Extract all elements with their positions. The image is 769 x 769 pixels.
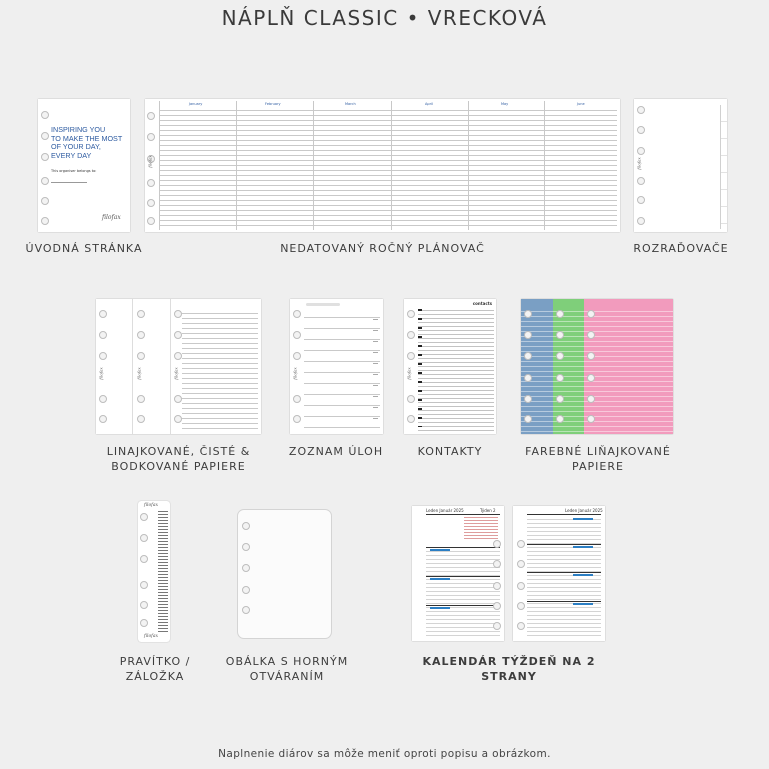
- punch-hole: [587, 374, 595, 382]
- contact-markers: [418, 309, 422, 427]
- mini-calendar: [464, 517, 498, 541]
- intro-slogan: INSPIRING YOU TO MAKE THE MOST OF YOUR DAY, EVERY DAY: [51, 125, 123, 160]
- punch-hole: [242, 606, 250, 614]
- month-label: April: [425, 102, 433, 106]
- punch-hole: [140, 601, 148, 609]
- punch-hole: [637, 196, 645, 204]
- punch-hole: [99, 310, 107, 318]
- month-label: March: [345, 102, 356, 106]
- punch-hole: [407, 331, 415, 339]
- filofax-logo: filofax: [144, 503, 159, 508]
- day-entry: [430, 607, 450, 609]
- intro-page-thumbnail: [38, 99, 130, 232]
- filofax-logo: filofax: [98, 367, 104, 380]
- footnote: Naplnenie diárov sa môže meniť oproti popisu a obrázkom.: [218, 748, 551, 760]
- punch-hole: [493, 540, 501, 548]
- day-rule: [426, 605, 500, 606]
- punch-hole: [556, 352, 564, 360]
- belongs-to-text: This organiser belongs to:: [51, 169, 97, 173]
- punch-hole: [637, 177, 645, 185]
- punch-hole: [147, 112, 155, 120]
- month-label: May: [501, 102, 509, 106]
- punch-hole: [587, 395, 595, 403]
- colored-lines: [521, 307, 673, 432]
- day-entry: [573, 574, 593, 576]
- punch-hole: [517, 540, 525, 548]
- name-line: [51, 182, 87, 183]
- punch-hole: [174, 310, 182, 318]
- diary-right-page-thumbnail: [513, 506, 605, 641]
- day-rule: [426, 576, 500, 577]
- punch-hole: [407, 352, 415, 360]
- punch-hole: [587, 331, 595, 339]
- punch-hole: [242, 543, 250, 551]
- label-yearly-planner: NEDATOVANÝ ROČNÝ PLÁNOVAČ: [280, 242, 485, 255]
- filofax-logo: filofax: [406, 367, 412, 380]
- punch-hole: [147, 179, 155, 187]
- punch-hole: [637, 147, 645, 155]
- punch-hole: [41, 177, 49, 185]
- punch-hole: [137, 331, 145, 339]
- header-rule: [527, 514, 601, 515]
- month-label: February: [265, 102, 281, 106]
- punch-hole: [524, 310, 532, 318]
- day-entry: [430, 549, 450, 551]
- punch-hole: [140, 555, 148, 563]
- punch-hole: [493, 622, 501, 630]
- column-divider: [544, 101, 545, 230]
- day-rule: [527, 544, 601, 545]
- punch-hole: [99, 352, 107, 360]
- punch-hole: [587, 415, 595, 423]
- ruled-lines: [182, 309, 258, 431]
- punch-hole: [493, 602, 501, 610]
- punch-hole: [41, 132, 49, 140]
- diary-week-number: Týden 2: [480, 508, 496, 513]
- diary-right-header: Leden Január 2025: [565, 508, 603, 513]
- column-divider: [391, 101, 392, 230]
- contact-lines: [418, 307, 494, 431]
- diary-lines: [426, 544, 500, 636]
- label-contacts: KONTAKTY: [417, 445, 483, 458]
- punch-hole: [147, 217, 155, 225]
- punch-hole: [407, 395, 415, 403]
- colored-ruled-thumbnail: [521, 299, 673, 434]
- punch-hole: [242, 522, 250, 530]
- checkbox-column: [373, 313, 378, 428]
- header-rule: [426, 514, 500, 515]
- punch-hole: [556, 415, 564, 423]
- day-entry: [573, 546, 593, 548]
- filofax-logo: filofax: [173, 367, 179, 380]
- day-rule: [426, 547, 500, 548]
- filofax-logo: filofax: [102, 214, 121, 221]
- punch-hole: [242, 564, 250, 572]
- ruler-ticks: [158, 511, 168, 633]
- day-entry: [430, 578, 450, 580]
- punch-hole: [41, 197, 49, 205]
- todo-lines: [304, 307, 380, 431]
- punch-hole: [140, 534, 148, 542]
- punch-hole: [99, 331, 107, 339]
- diary-lines: [527, 516, 601, 636]
- punch-hole: [137, 395, 145, 403]
- page-divider: [132, 299, 133, 434]
- punch-hole: [637, 126, 645, 134]
- punch-hole: [174, 395, 182, 403]
- punch-hole: [556, 374, 564, 382]
- month-label: June: [577, 102, 585, 106]
- punch-hole: [41, 153, 49, 161]
- punch-hole: [137, 310, 145, 318]
- column-divider: [236, 101, 237, 230]
- punch-hole: [293, 352, 301, 360]
- planner-rows: [159, 106, 617, 230]
- punch-hole: [587, 352, 595, 360]
- punch-hole: [587, 310, 595, 318]
- dividers-thumbnail: [634, 99, 727, 232]
- punch-hole: [174, 352, 182, 360]
- punch-hole: [293, 310, 301, 318]
- punch-hole: [140, 513, 148, 521]
- label-ruler: PRAVÍTKO / ZÁLOŽKA: [119, 655, 191, 683]
- punch-hole: [147, 199, 155, 207]
- filofax-logo: filofax: [144, 634, 159, 639]
- punch-hole: [517, 622, 525, 630]
- column-divider: [313, 101, 314, 230]
- punch-hole: [493, 560, 501, 568]
- punch-hole: [637, 217, 645, 225]
- filofax-logo: filofax: [636, 157, 642, 170]
- punch-hole: [174, 331, 182, 339]
- punch-hole: [517, 582, 525, 590]
- punch-hole: [99, 395, 107, 403]
- punch-hole: [293, 415, 301, 423]
- month-label: January: [189, 102, 203, 106]
- day-rule: [527, 601, 601, 602]
- todo-list-thumbnail: [290, 299, 383, 434]
- punch-hole: [517, 602, 525, 610]
- diary-left-header: Leden Január 2025: [426, 508, 464, 513]
- ruled-plain-dotted-thumbnail: [96, 299, 261, 434]
- label-intro-page: ÚVODNÁ STRÁNKA: [25, 242, 143, 255]
- punch-hole: [517, 560, 525, 568]
- punch-hole: [407, 415, 415, 423]
- punch-hole: [137, 415, 145, 423]
- punch-hole: [242, 586, 250, 594]
- filofax-logo: filofax: [147, 155, 153, 168]
- punch-hole: [524, 331, 532, 339]
- column-divider: [159, 101, 160, 230]
- day-entry: [573, 603, 593, 605]
- yearly-planner-thumbnail: [145, 99, 620, 232]
- punch-hole: [556, 331, 564, 339]
- punch-hole: [293, 395, 301, 403]
- punch-hole: [140, 619, 148, 627]
- day-rule: [527, 572, 601, 573]
- punch-hole: [524, 415, 532, 423]
- punch-hole: [41, 217, 49, 225]
- punch-hole: [99, 415, 107, 423]
- diary-left-page-thumbnail: [412, 506, 504, 641]
- column-divider: [468, 101, 469, 230]
- punch-hole: [524, 374, 532, 382]
- punch-hole: [556, 310, 564, 318]
- punch-hole: [137, 352, 145, 360]
- punch-hole: [556, 395, 564, 403]
- page-title: NÁPLŇ CLASSIC • VRECKOVÁ: [221, 6, 548, 30]
- punch-hole: [293, 331, 301, 339]
- punch-hole: [407, 310, 415, 318]
- punch-hole: [140, 581, 148, 589]
- contacts-header: contacts: [472, 301, 492, 306]
- label-envelope: OBÁLKA S HORNÝM OTVÁRANÍM: [225, 655, 349, 683]
- punch-hole: [147, 133, 155, 141]
- envelope-thumbnail: [237, 509, 332, 639]
- label-colored-ruled: FAREBNÉ LIŇAJKOVANÉ PAPIERE: [525, 445, 671, 473]
- label-ruled-plain-dotted: LINAJKOVANÉ, ČISTÉ & BODKOVANÉ PAPIERE: [106, 445, 251, 473]
- title-field: [306, 303, 340, 306]
- filofax-logo: filofax: [292, 367, 298, 380]
- punch-hole: [174, 415, 182, 423]
- label-todo-list: ZOZNAM ÚLOH: [288, 445, 384, 458]
- day-entry: [573, 518, 593, 520]
- punch-hole: [637, 106, 645, 114]
- label-weekly-diary: KALENDÁR TÝŽDEŇ NA 2 STRANY: [422, 655, 596, 683]
- ruler-thumbnail: [138, 501, 170, 642]
- contacts-thumbnail: [404, 299, 496, 434]
- punch-hole: [524, 395, 532, 403]
- filofax-logo: filofax: [136, 367, 142, 380]
- page-divider: [170, 299, 171, 434]
- divider-tabs: [720, 105, 727, 229]
- label-dividers: ROZRAĎOVAČE: [633, 242, 729, 255]
- punch-hole: [524, 352, 532, 360]
- punch-hole: [493, 582, 501, 590]
- punch-hole: [41, 111, 49, 119]
